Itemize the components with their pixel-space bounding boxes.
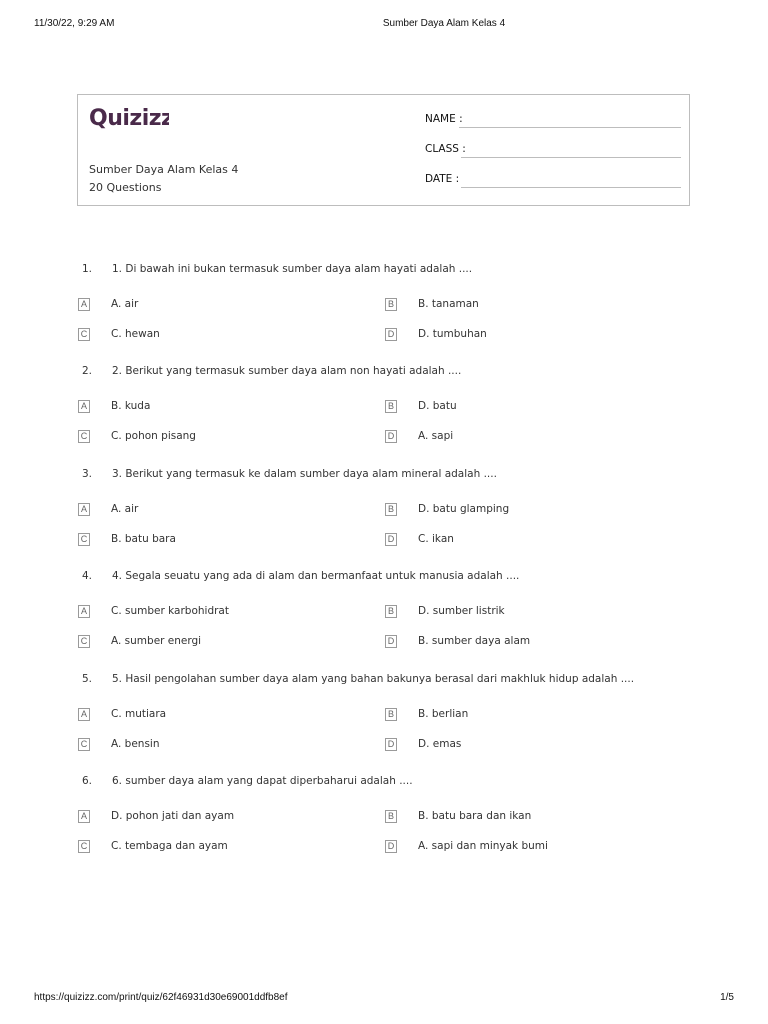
quizizz-logo-icon — [89, 103, 169, 131]
question-text: 4. Segala seuatu yang ada di alam dan bermanfaat untuk manusia adalah .... — [112, 570, 520, 583]
option-letter-box[interactable]: A — [78, 298, 90, 311]
option-letter-box[interactable]: B — [385, 810, 397, 823]
option-text: B. kuda — [111, 400, 151, 413]
print-header — [0, 18, 768, 32]
option-text: A. sapi dan minyak bumi — [418, 840, 548, 852]
option-text: D. emas — [418, 737, 462, 750]
answer-option[interactable] — [78, 635, 358, 651]
option-text: A. sumber energi — [111, 635, 202, 648]
print-document-title: Sumber Daya Alam Kelas 4 — [382, 18, 506, 29]
option-letter-box[interactable]: B — [385, 503, 397, 516]
question-text: 6. sumber daya alam yang dapat diperbaharui adalah .... — [112, 775, 413, 787]
option-letter-box[interactable]: A — [78, 400, 90, 413]
option-text: B. berlian — [418, 707, 469, 720]
option-text: A. air — [111, 502, 139, 515]
option-letter-box[interactable]: D — [385, 533, 397, 546]
option-letter-box[interactable]: D — [385, 738, 397, 751]
quiz-title: Sumber Daya Alam Kelas 4 — [89, 163, 239, 176]
option-text: D. pohon jati dan ayam — [111, 810, 235, 822]
option-letter-box[interactable]: B — [385, 298, 397, 311]
answer-option[interactable] — [385, 840, 665, 856]
date-line — [461, 187, 681, 188]
question-text: 2. Berikut yang termasuk sumber daya alam non hayati adalah .... — [112, 365, 462, 378]
option-text: B. tanaman — [418, 298, 479, 310]
question-text: 5. Hasil pengolahan sumber daya alam yang bahan bakunya berasal dari makhluk hidup adalah .... — [112, 672, 635, 685]
print-datetime: 11/30/22, 9:29 AM — [34, 18, 115, 29]
question-number: 6. — [82, 775, 93, 787]
option-letter-box[interactable]: D — [385, 635, 397, 648]
option-text: D. batu — [418, 400, 457, 413]
date-label: DATE : — [425, 173, 460, 185]
name-field — [425, 113, 681, 129]
option-letter-box[interactable]: C — [78, 635, 90, 648]
option-text: A. bensin — [111, 737, 160, 750]
answer-option[interactable] — [78, 840, 358, 856]
answer-option[interactable] — [78, 298, 358, 314]
option-letter-box[interactable]: C — [78, 430, 90, 443]
option-letter-box[interactable]: B — [385, 400, 397, 413]
option-letter-box[interactable]: A — [78, 503, 90, 516]
option-text: D. tumbuhan — [418, 328, 487, 340]
answer-option[interactable] — [385, 635, 665, 651]
quizizz-logo — [89, 103, 169, 137]
quiz-header-box — [77, 94, 690, 206]
answer-option[interactable] — [78, 810, 358, 826]
answer-option[interactable] — [78, 430, 358, 446]
answer-option[interactable] — [385, 503, 665, 519]
option-letter-box[interactable]: C — [78, 738, 90, 751]
option-letter-box[interactable]: A — [78, 810, 90, 823]
option-letter-box[interactable]: D — [385, 840, 397, 853]
option-text: B. batu bara — [111, 532, 176, 545]
option-text: D. batu glamping — [418, 502, 510, 515]
option-text: C. tembaga dan ayam — [111, 840, 228, 852]
name-label: NAME : — [425, 113, 463, 125]
option-text: C. hewan — [111, 328, 160, 340]
answer-option[interactable] — [78, 708, 358, 724]
answer-option[interactable] — [385, 328, 665, 344]
option-text: D. sumber listrik — [418, 605, 505, 618]
option-text: C. mutiara — [111, 707, 167, 720]
question-number: 5. — [82, 672, 93, 685]
answer-option[interactable] — [385, 708, 665, 724]
answer-option[interactable] — [385, 810, 665, 826]
option-text: A. air — [111, 298, 139, 310]
svg-text:Quizizz: Quizizz — [89, 106, 169, 131]
question-text: 3. Berikut yang termasuk ke dalam sumber daya alam mineral adalah .... — [112, 467, 497, 480]
answer-option[interactable] — [385, 400, 665, 416]
answer-option[interactable] — [385, 605, 665, 621]
answer-option[interactable] — [385, 738, 665, 754]
option-text: B. batu bara dan ikan — [418, 810, 532, 822]
option-letter-box[interactable]: A — [78, 708, 90, 721]
answer-option[interactable] — [385, 298, 665, 314]
class-field — [425, 143, 681, 159]
question-number: 4. — [82, 570, 93, 583]
option-text: B. sumber daya alam — [418, 635, 531, 648]
question-number: 2. — [82, 365, 93, 378]
option-text: A. sapi — [418, 430, 454, 443]
question-count: 20 Questions — [89, 181, 162, 194]
option-letter-box[interactable]: D — [385, 328, 397, 341]
class-line — [461, 157, 681, 158]
print-url: https://quizizz.com/print/quiz/62f46931d30e69001ddfb8ef — [34, 992, 288, 1003]
answer-option[interactable] — [78, 328, 358, 344]
option-letter-box[interactable]: C — [78, 533, 90, 546]
option-letter-box[interactable]: D — [385, 430, 397, 443]
page-number: 1/5 — [720, 992, 734, 1003]
answer-option[interactable] — [78, 503, 358, 519]
option-letter-box[interactable]: B — [385, 605, 397, 618]
option-text: C. sumber karbohidrat — [111, 605, 229, 618]
option-letter-box[interactable]: A — [78, 605, 90, 618]
answer-option[interactable] — [385, 430, 665, 446]
option-letter-box[interactable]: C — [78, 840, 90, 853]
name-line — [459, 127, 681, 128]
question-number: 3. — [82, 467, 93, 480]
answer-option[interactable] — [385, 533, 665, 549]
option-text: C. pohon pisang — [111, 430, 196, 443]
answer-option[interactable] — [78, 533, 358, 549]
date-field — [425, 173, 681, 189]
question-number: 1. — [82, 263, 93, 275]
answer-option[interactable] — [78, 738, 358, 754]
answer-option[interactable] — [78, 400, 358, 416]
option-letter-box[interactable]: B — [385, 708, 397, 721]
class-label: CLASS : — [425, 143, 466, 155]
print-footer — [0, 992, 768, 1006]
option-letter-box[interactable]: C — [78, 328, 90, 341]
option-text: C. ikan — [418, 532, 454, 545]
answer-option[interactable] — [78, 605, 358, 621]
question-text: 1. Di bawah ini bukan termasuk sumber daya alam hayati adalah .... — [112, 263, 473, 275]
